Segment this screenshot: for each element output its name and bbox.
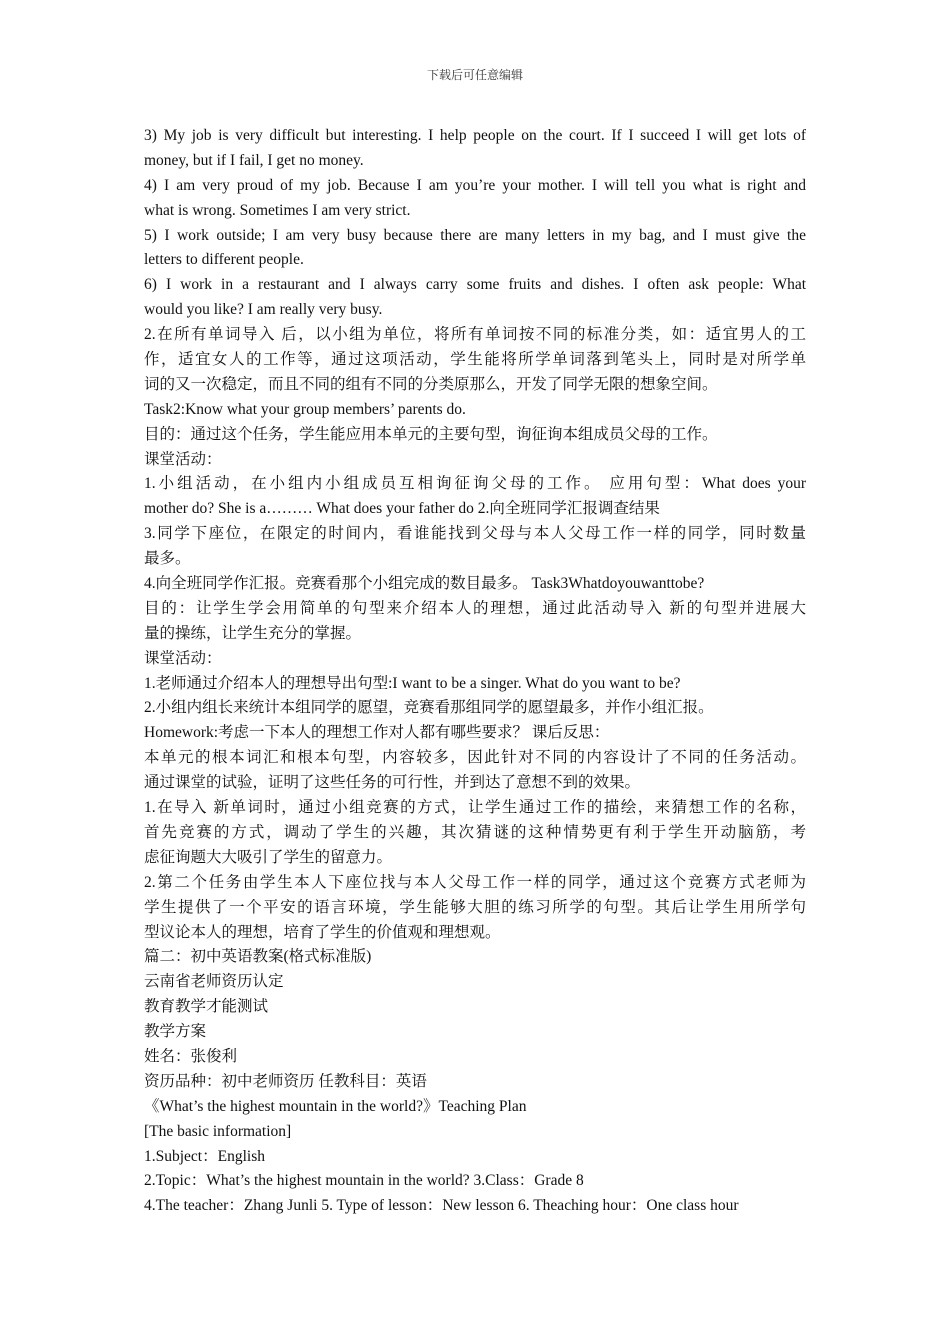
text-line: 教育教学才能测试 xyxy=(144,998,269,1016)
text-line: Homework:考虑一下本人的理想工作对人都有哪些要求？ 课后反思： xyxy=(144,724,610,742)
text-line: 教学方案 xyxy=(144,1023,207,1041)
text-line: 目的：让学生学会用简单的句型来介绍本人的理想，通过此活动导入 新的句型并进展大 xyxy=(144,599,806,617)
text-line: 1.在导入 新单词时，通过小组竞赛的方式，让学生通过工作的描绘，来猜想工作的名称， xyxy=(144,799,806,817)
text-line: 姓名：张俊利 xyxy=(144,1047,238,1065)
text-line: 最多。 xyxy=(144,550,191,568)
text-line: 2.在所有单词导入 后，以小组为单位，将所有单词按不同的标准分类，如：适宜男人的工 xyxy=(144,326,806,344)
text-line: 2.第二个任务由学生本人下座位找与本人父母工作一样的同学，通过这个竞赛方式老师为 xyxy=(144,873,806,891)
text-line: 4) I am very proud of my job. Because I am you’re your mother. I will tell you what is right and xyxy=(144,176,806,194)
document-body xyxy=(144,124,806,1219)
text-line: 篇二：初中英语教案(格式标准版) xyxy=(144,948,372,966)
text-line: 课堂活动： xyxy=(144,649,222,667)
text-line: 词的又一次稳定，而且不同的组有不同的分类原那么，开发了同学无限的想象空间。 xyxy=(144,375,718,393)
text-line: [The basic information] xyxy=(144,1122,292,1140)
text-line: 4.The teacher：Zhang Junli 5. Type of lesson：New lesson 6. Theaching hour：One class hour xyxy=(144,1197,739,1215)
text-line: Task2:Know what your group members’ parents do. xyxy=(144,400,466,418)
text-line: 作，适宜女人的工作等，通过这项活动，学生能将所学单词落到笔头上，同时是对所学单 xyxy=(144,351,806,369)
text-line: 1.Subject：English xyxy=(144,1147,265,1165)
text-line: 首先竞赛的方式，调动了学生的兴趣，其次猜谜的这种情势更有利于学生开动脑筋，考 xyxy=(144,823,806,841)
text-line: would you like? I am really very busy. xyxy=(144,301,383,319)
text-line: 本单元的根本词汇和根本句型，内容较多，因此针对不同的内容设计了不同的任务活动。 xyxy=(144,749,806,767)
text-line: 云南省老师资历认定 xyxy=(144,973,284,991)
text-line: 量的操练，让学生充分的掌握。 xyxy=(144,624,362,642)
text-line: 资历品种：初中老师资历 任教科目：英语 xyxy=(144,1072,427,1090)
text-line: 2.Topic：What’s the highest mountain in the world? 3.Class：Grade 8 xyxy=(144,1172,584,1190)
text-line: 虑征询题大大吸引了学生的留意力。 xyxy=(144,848,393,866)
text-line: 3.同学下座位，在限定的时间内，看谁能找到父母与本人父母工作一样的同学，同时数量 xyxy=(144,525,806,543)
text-line: 1.老师通过介绍本人的理想导出句型:I want to be a singer. What do you want to be? xyxy=(144,674,681,692)
text-line: 1.小组活动，在小组内小组成员互相询征询父母的工作。 应用句型：What does your xyxy=(144,475,806,493)
text-line: 5) I work outside; I am very busy because there are many letters in my bag, and I must give the xyxy=(144,226,806,244)
text-line: 学生提供了一个平安的语言环境，学生能够大胆的练习所学的句型。其后让学生用所学句 xyxy=(144,898,806,916)
text-line: 6) I work in a restaurant and I always carry some fruits and dishes. I often ask people: What xyxy=(144,276,806,294)
text-line: mother do? She is a……… What does your father do 2.向全班同学汇报调查结果 xyxy=(144,500,660,518)
text-line: 3) My job is very difficult but interesting. I help people on the court. If I succeed I will get lots of xyxy=(144,127,806,144)
text-line: 课堂活动： xyxy=(144,450,222,468)
text-line: 4.向全班同学作汇报。竞赛看那个小组完成的数目最多。 Task3Whatdoyouwanttobe? xyxy=(144,575,705,593)
text-line: 目的：通过这个任务，学生能应用本单元的主要句型，询征询本组成员父母的工作。 xyxy=(144,425,718,443)
page-header: 下载后可任意编辑 xyxy=(426,68,523,82)
text-line: 2.小组内组长来统计本组同学的愿望，竞赛看那组同学的愿望最多，并作小组汇报。 xyxy=(144,699,714,717)
text-line: 型议论本人的理想，培育了学生的价值观和理想观。 xyxy=(144,923,501,941)
text-line: what is wrong. Sometimes I am very strict. xyxy=(144,201,411,219)
text-line: 通过课堂的试验，证明了这些任务的可行性，并到达了意想不到的效果。 xyxy=(144,774,641,792)
text-line: letters to different people. xyxy=(144,251,304,269)
text-line: 《What’s the highest mountain in the world?》Teaching Plan xyxy=(144,1097,527,1115)
text-line: money, but if I fail, I get no money. xyxy=(144,151,364,169)
